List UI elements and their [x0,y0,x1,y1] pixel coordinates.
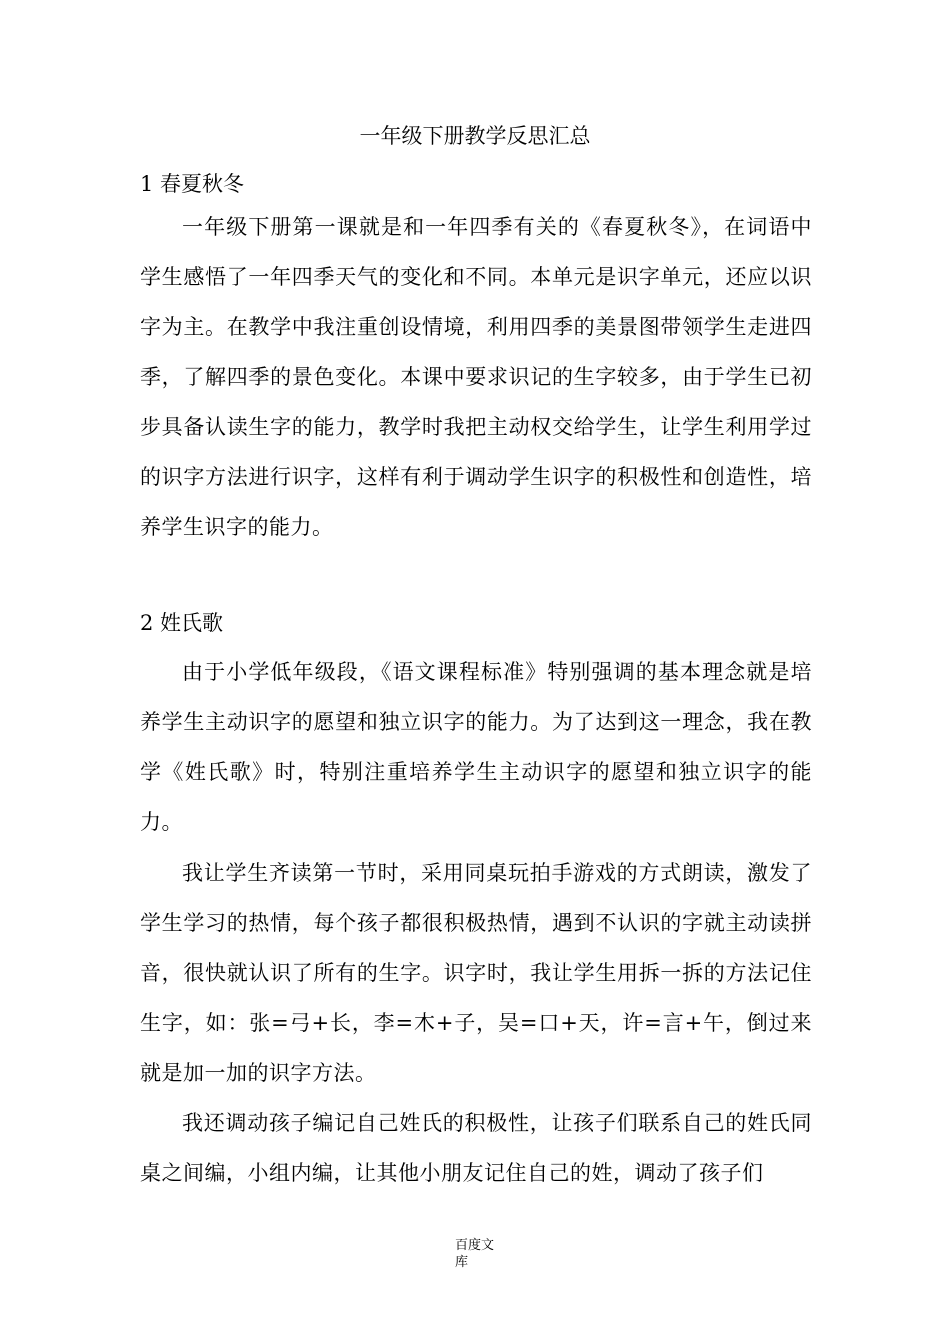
section-2-paragraph-2: 我让学生齐读第一节时，采用同桌玩拍手游戏的方式朗读，激发了学生学习的热情，每个孩子都很积极热情，遇到不认识的字就主动读拼音，很快就认识了所有的生字。识字时，我让学生用拆一拆的方法记住生字，如：张=弓+长，李=木+子，吴=口+天，许=言+午，倒过来就是加一加的识字方法。 [140,861,812,1085]
section-2-paragraph-3: 我还调动孩子编记自己姓氏的积极性，让孩子们联系自己的姓氏同桌之间编，小组内编，让其他小朋友记住自己的姓，调动了孩子们 [140,1111,812,1185]
section-heading-2: 2 姓氏歌 [140,611,224,635]
section-2-paragraph-1: 由于小学低年级段，《语文课程标准》特别强调的基本理念就是培养学生主动识字的愿望和独立识字的能力。为了达到这一理念，我在教学《姓氏歌》时，特别注重培养学生主动识字的愿望和独立识字的能力。 [140,660,812,834]
document-title: 一年级下册教学反思汇总 [359,124,591,148]
section-1-paragraph-1: 一年级下册第一课就是和一年四季有关的《春夏秋冬》，在词语中学生感悟了一年四季天气的变化和不同。本单元是识字单元，还应以识字为主。在教学中我注重创设情境，利用四季的美景图带领学生走进四季，了解四季的景色变化。本课中要求识记的生字较多，由于学生已初步具备认读生字的能力，教学时我把主动权交给学生，让学生利用学过的识字方法进行识字，这样有利于调动学生识字的积极性和创造性，培养学生识字的能力。 [140,215,812,539]
section-heading-1: 1 春夏秋冬 [140,172,245,196]
footer-watermark: 百度文库 [455,1238,495,1270]
